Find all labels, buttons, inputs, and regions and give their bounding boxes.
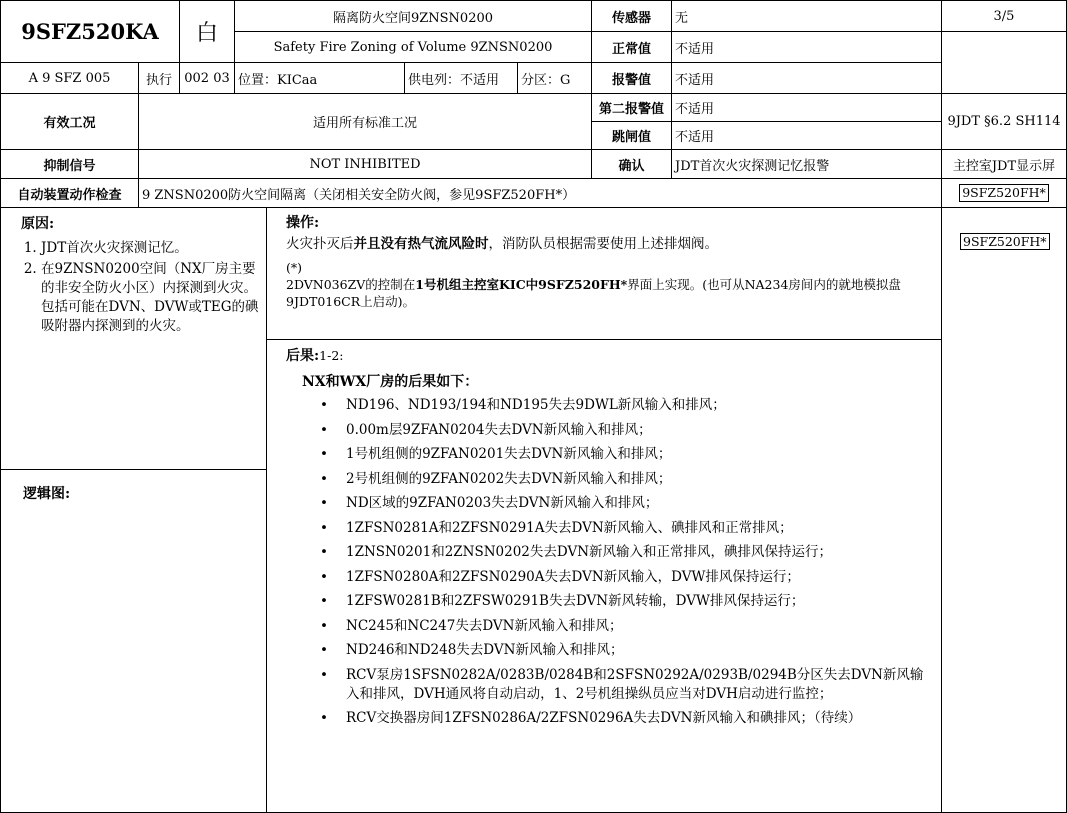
- operation-section: [286, 213, 936, 310]
- confirm-value: JDT首次火灾探测记忆报警: [672, 150, 942, 179]
- operation-link[interactable]: 9SFZ520FH*: [960, 233, 1050, 250]
- normal-label: 正常值: [592, 32, 672, 63]
- operation-note-emphasis: 1号机组主控室KIC中9SFZ520FH*: [415, 277, 628, 292]
- operation-note-text-end: 界面上实现。(也可从NA234房间内的就地模拟盘9JDT016CR上启动)。: [286, 277, 901, 309]
- auto-check-link-cell: [942, 179, 1066, 208]
- trip-label: 跳闸值: [592, 122, 672, 150]
- operation-consequence-divider: [266, 339, 941, 340]
- operation-emphasis: 并且没有热气流风险时: [353, 236, 489, 252]
- operation-link-cell: [960, 231, 1050, 250]
- conditions-value: 适用所有标准工况: [139, 94, 592, 150]
- operation-step: [286, 235, 936, 253]
- power-supply: 供电列：不适用: [405, 63, 518, 94]
- alarm2-label: 第二报警值: [592, 94, 672, 122]
- cause-logic-divider: [1, 469, 266, 470]
- reference-id: A 9 SFZ 005: [1, 63, 139, 94]
- body-divider-right: [941, 208, 942, 812]
- inhibit-value: NOT INHIBITED: [139, 150, 592, 179]
- conditions-label: 有效工况: [1, 94, 139, 150]
- consequence-item: • ND196、ND193/194和ND195失去9DWL新风输入和排风；: [346, 396, 936, 415]
- cause-label: 原因:: [21, 216, 55, 232]
- cause-item: 1. JDT首次火灾探测记忆。: [41, 239, 261, 258]
- confirm-label: 确认: [592, 150, 672, 179]
- page-number: 3/5: [942, 1, 1066, 32]
- consequence-item: • 0.00m层9ZFAN0204失去DVN新风输入和排风；: [346, 421, 936, 440]
- consequence-item: • 1ZFSN0280A和2ZFSN0290A失去DVN新风输入，DVW排风保持运行；: [346, 568, 936, 587]
- auto-check-link[interactable]: 9SFZ520FH*: [959, 184, 1049, 202]
- consequence-item: • ND区域的9ZFAN0203失去DVN新风输入和排风；: [346, 494, 936, 513]
- consequence-header: [286, 346, 936, 366]
- cause-section: [21, 214, 261, 338]
- auto-check-value: 9 ZNSN0200防火空间隔离（关闭相关安全防火阀，参见9SFZ520FH*）: [139, 179, 942, 208]
- operation-note-mark: (*): [286, 260, 303, 275]
- inhibit-label: 抑制信号: [1, 150, 139, 179]
- display-location: 主控室JDT显示屏: [942, 150, 1066, 179]
- blank-side-cell: [942, 32, 1066, 94]
- sensor-value: 无: [672, 1, 942, 32]
- consequence-item: • RCV交换器房间1ZFSN0286A/2ZFSN0296A失去DVN新风输入和碘排风；（待续）: [346, 709, 936, 728]
- cause-list: [21, 239, 261, 336]
- operation-text: 火灾扑灭后: [286, 236, 354, 252]
- normal-value: 不适用: [672, 32, 942, 63]
- logic-label: 逻辑图:: [23, 486, 71, 502]
- consequence-label-suffix: 1-2:: [319, 348, 344, 363]
- consequence-item: • 1ZNSN0201和2ZNSN0202失去DVN新风输入和正常排风，碘排风保持运行；: [346, 543, 936, 562]
- title-en: Safety Fire Zoning of Volume 9ZNSN0200: [235, 32, 592, 63]
- consequence-label: 后果:: [286, 348, 320, 364]
- title-cn: 隔离防火空间9ZNSN0200: [235, 1, 592, 32]
- consequence-subtitle: NX和WX厂房的后果如下：: [302, 374, 479, 390]
- conditions-ref: 9JDT §6.2 SH114: [942, 94, 1066, 150]
- consequence-item: • 1ZFSW0281B和2ZFSW0291B失去DVN新风转输，DVW排风保持运行；: [346, 592, 936, 611]
- operation-note-text: 2DVN036ZV的控制在: [286, 277, 416, 292]
- alarm-label: 报警值: [592, 63, 672, 94]
- consequence-item: • NC245和NC247失去DVN新风输入和排风；: [346, 617, 936, 636]
- cause-item: 2. 在9ZNSN0200空间（NX厂房主要的非安全防火小区）内探测到火灾。包括可能在DVN、DVW或TEG的碘吸附器内探测到的火灾。: [41, 260, 261, 336]
- procedure-code: 9SFZ520KA: [1, 1, 180, 63]
- consequence-item: • 1ZFSN0281A和2ZFSN0291A失去DVN新风输入、碘排风和正常排风；: [346, 519, 936, 538]
- color-tag: 白: [180, 1, 235, 63]
- operation-note: [286, 276, 926, 310]
- auto-check-label: 自动装置动作检查: [1, 179, 139, 208]
- exec-value: 002 03: [180, 63, 235, 94]
- consequence-list: [286, 396, 936, 728]
- consequence-item: • ND246和ND248失去DVN新风输入和排风；: [346, 641, 936, 660]
- operation-text-end: ，消防队员根据需要使用上述排烟阀。: [488, 236, 718, 252]
- alarm-value: 不适用: [672, 63, 942, 94]
- consequence-item: • RCV泵房1SFSN0282A/0283B/0284B和2SFSN0292A/0293B/0294B分区失去DVN新风输入和排风，DVH通风将自动启动，1、2号机组操纵员应当对DVH启动进行监控；: [346, 666, 936, 704]
- consequence-section: [286, 346, 936, 734]
- operation-label: 操作:: [286, 215, 320, 231]
- exec-label: 执行: [139, 63, 180, 94]
- alarm2-value: 不适用: [672, 94, 942, 122]
- consequence-item: • 1号机组侧的9ZFAN0201失去DVN新风输入和排风；: [346, 445, 936, 464]
- sensor-label: 传感器: [592, 1, 672, 32]
- zone: 分区：G: [518, 63, 592, 94]
- body-divider-left: [266, 208, 267, 812]
- consequence-item: • 2号机组侧的9ZFAN0202失去DVN新风输入和排风；: [346, 470, 936, 489]
- trip-value: 不适用: [672, 122, 942, 150]
- location: 位置：KICaa: [235, 63, 405, 94]
